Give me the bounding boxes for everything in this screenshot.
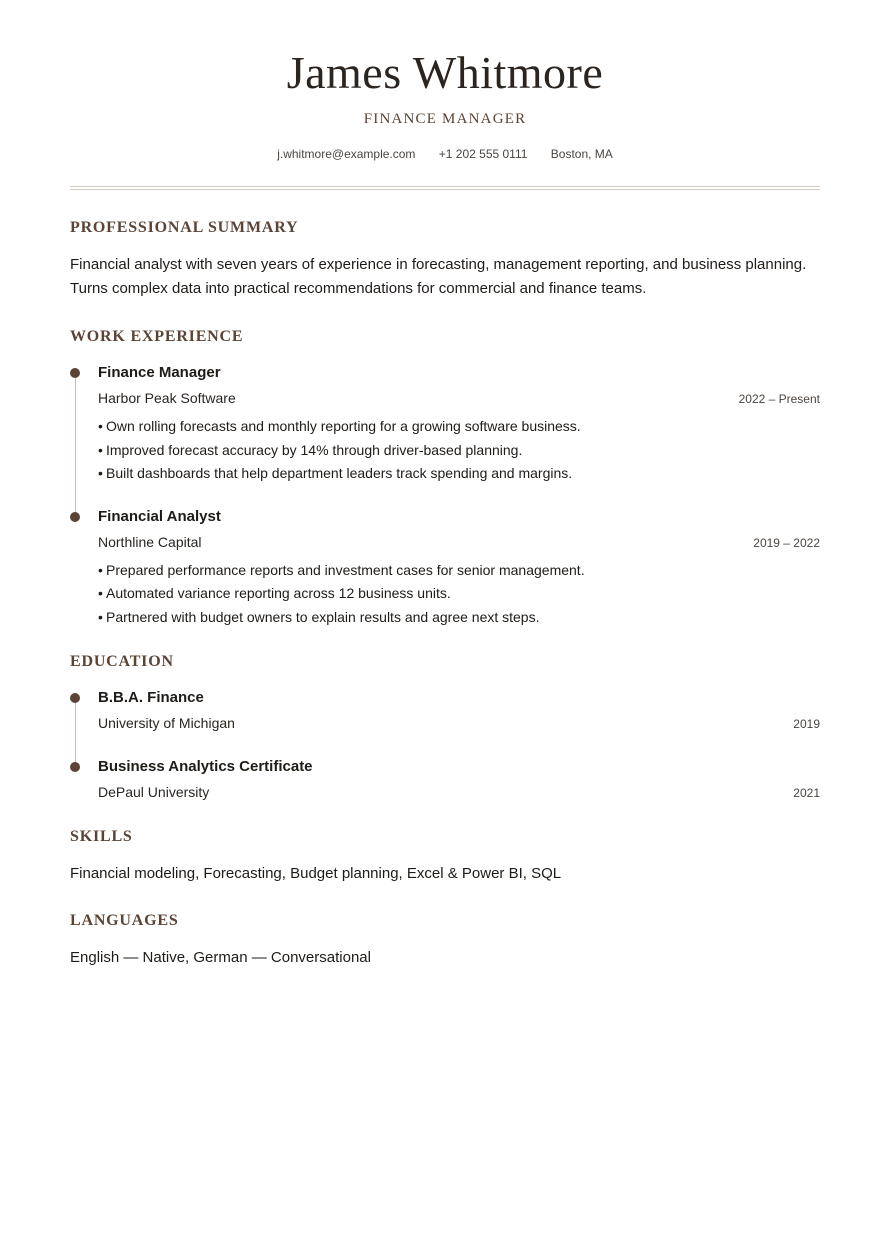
email-link[interactable]: j.whitmore@example.com (277, 147, 416, 161)
education-timeline (70, 687, 820, 804)
header-divider (70, 186, 820, 190)
entry-degree: B.B.A. Finance (98, 689, 204, 706)
entry-meta (98, 781, 820, 804)
section-heading: EDUCATION (70, 653, 174, 670)
entry-company: Northline Capital (98, 533, 202, 550)
entry-year: 2019 (793, 717, 820, 731)
entry-company: Harbor Peak Software (98, 390, 236, 406)
resume-header (70, 0, 820, 190)
entry-dates: 2019 – 2022 (753, 535, 820, 550)
entry-bullets (98, 559, 820, 630)
entry-school: DePaul University (98, 784, 210, 800)
languages-section (70, 910, 820, 969)
languages-text: English — Native, German — Conversational (70, 949, 371, 966)
timeline-dot-icon (70, 693, 80, 703)
section-heading: WORK EXPERIENCE (70, 328, 244, 345)
candidate-name: James Whitmore (286, 47, 604, 98)
skills-text: Financial modeling, Forecasting, Budget planning, Excel & Power BI, SQL (70, 865, 562, 882)
entry-role: Financial Analyst (98, 507, 221, 525)
timeline-dot-icon (70, 368, 80, 378)
experience-entry (98, 362, 820, 486)
bullet-item: • Built dashboards that help department leaders track spending and margins. (98, 462, 820, 486)
experience-timeline (70, 362, 820, 629)
education-entry (98, 687, 820, 735)
bullet-item: • Automated variance reporting across 12 business units. (98, 582, 820, 606)
entry-year: 2021 (793, 786, 820, 800)
location-text: Boston, MA (550, 147, 613, 161)
entry-meta (98, 712, 820, 735)
education-entry (98, 756, 820, 804)
entry-bullets (98, 415, 820, 486)
entry-degree: Business Analytics Certificate (98, 758, 313, 775)
entry-school: University of Michigan (98, 715, 235, 731)
skills-section (70, 826, 820, 885)
entry-role: Finance Manager (98, 364, 221, 381)
bullet-item: • Own rolling forecasts and monthly reporting for a growing software business. (98, 415, 820, 439)
timeline-dot-icon (70, 762, 80, 772)
bullet-item: • Partnered with budget owners to explain results and agree next steps. (98, 606, 820, 630)
summary-section (70, 217, 820, 301)
contact-line (70, 146, 820, 162)
experience-section (70, 326, 820, 629)
bullet-item: • Improved forecast accuracy by 14% through driver-based planning. (98, 439, 820, 463)
timeline-dot-icon (70, 512, 80, 522)
experience-entry (98, 506, 820, 630)
summary-text: Financial analyst with seven years of experience in forecasting, management reporting, and business planning. Turns complex data into practical recommendations for commercial and finance teams. (70, 256, 807, 297)
education-section (70, 651, 820, 804)
section-heading: SKILLS (70, 828, 133, 845)
entry-meta (98, 387, 820, 410)
timeline-line (75, 698, 76, 766)
section-heading: PROFESSIONAL SUMMARY (70, 219, 299, 236)
entry-meta (98, 531, 820, 554)
timeline-line (75, 373, 76, 518)
job-title: FINANCE MANAGER (363, 111, 527, 127)
phone-text: +1 202 555 0111 (438, 147, 528, 161)
entry-dates: 2022 – Present (738, 392, 820, 406)
section-heading: LANGUAGES (70, 912, 179, 929)
bullet-item: • Prepared performance reports and investment cases for senior management. (98, 559, 820, 583)
